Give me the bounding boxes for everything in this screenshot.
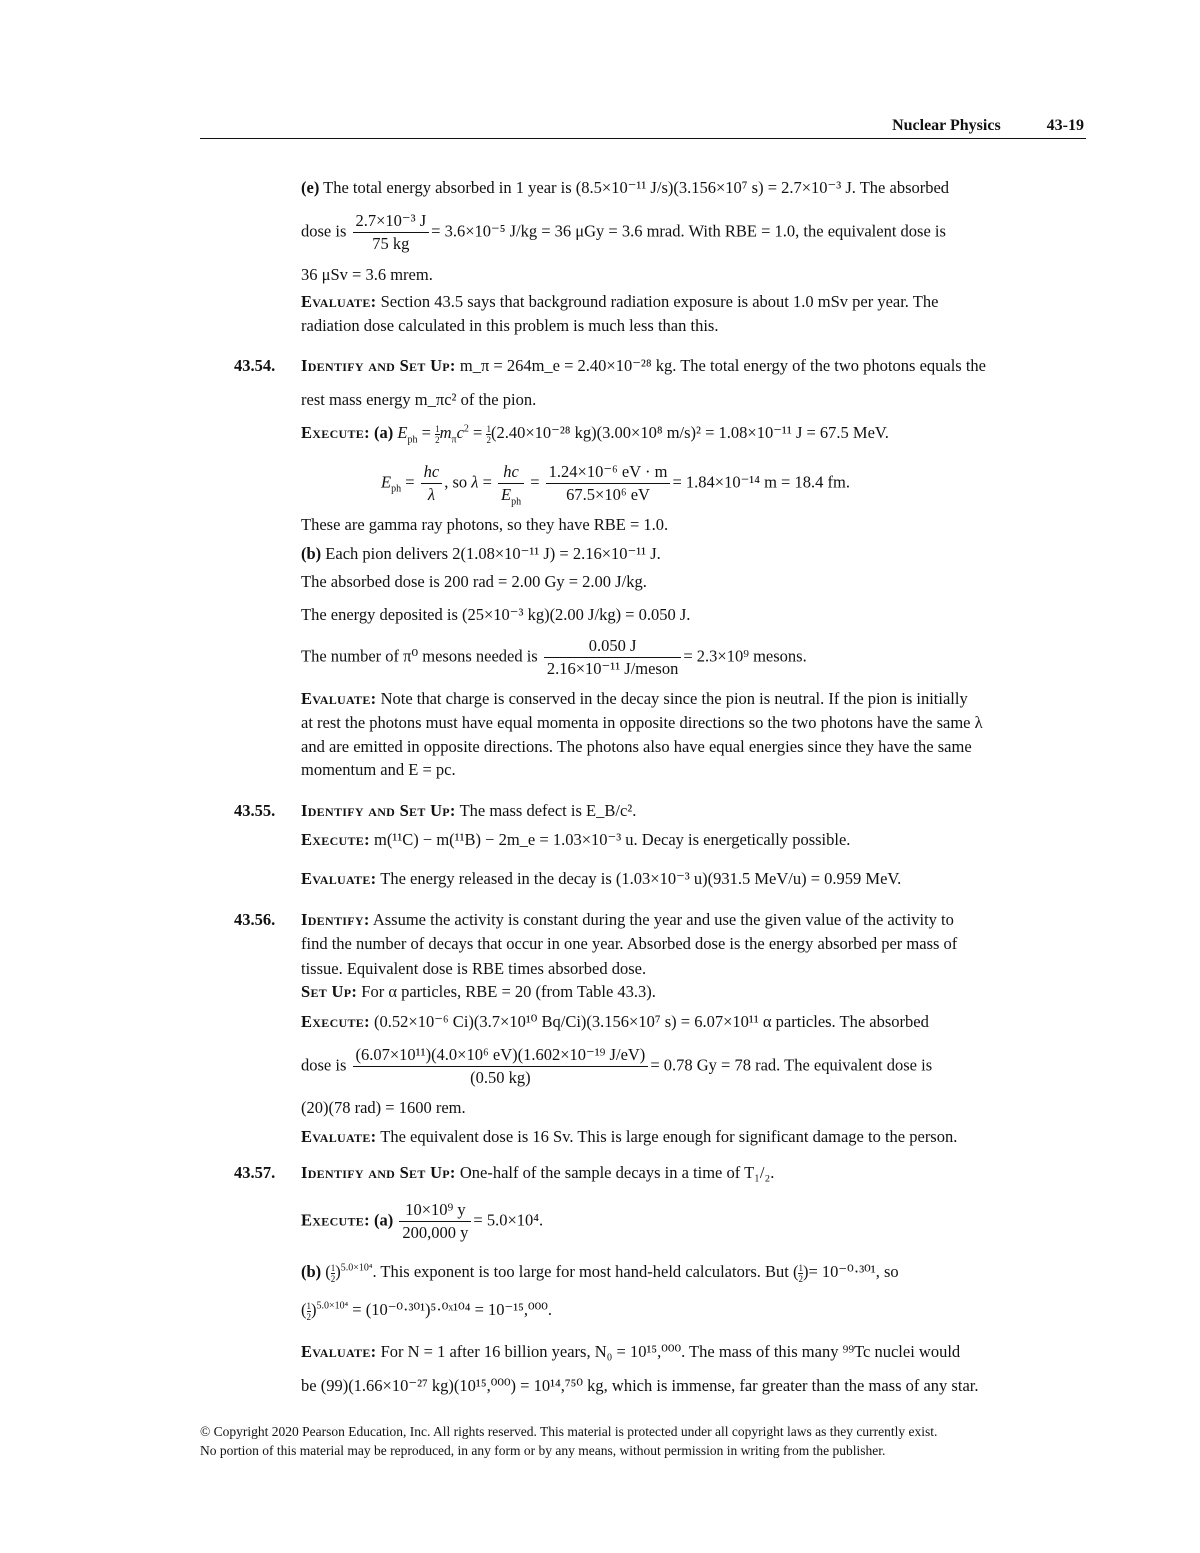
- copyright-line-1: © Copyright 2020 Pearson Education, Inc. All rights reserved. This material is protected under all copyright laws as they currently exist.: [200, 1424, 938, 1439]
- p56-identify-3: tissue. Equivalent dose is RBE times absorbed dose.: [301, 959, 647, 978]
- p54-evaluate-3: and are emitted in opposite directions. The photons also have equal energies since they have the same: [301, 737, 972, 756]
- p56-setup: Set Up: For α particles, RBE = 20 (from Table 43.3).: [301, 982, 656, 1001]
- page-number: 43-19: [1046, 117, 1084, 134]
- p54-evaluate: Evaluate: Note that charge is conserved in the decay since the pion is neutral. If the pion is initially: [301, 689, 968, 708]
- problem-number-55: 43.55.: [234, 801, 276, 820]
- p54-execute-a: Execute: (a) $E_{ph}$ = $\frac{1}{2}$ $m_\pi c^2$ = $\frac{1}{2}$ (2.40×10⁻²⁸ kg)(3.00×10⁸ m/s)² = 1.08×10⁻¹¹ J = 67.5 MeV.: [301, 423, 889, 446]
- p54-wavelength: $E_{ph}$ = $\frac{hc}{\lambda}$ , so λ = $\frac{hc}{E_{ph}}$ = $\frac{\text{1.24×10⁻⁶ eV · m}}{\text{67.5×10⁶ eV}}$ = 1.84×10⁻¹⁴ m = 18.4 fm.: [381, 462, 850, 508]
- p54-setup: Identify and Set Up: m_π = 264m_e = 2.40×10⁻²⁸ kg. The total energy of the two photons equals the: [301, 356, 986, 375]
- p56-identify: Identify: Assume the activity is constant during the year and use the given value of the activity to: [301, 910, 954, 929]
- prev-e-line: (e) The total energy absorbed in 1 year is (8.5×10⁻¹¹ J/s)(3.156×10⁷ s) = 2.7×10⁻³ J. The absorbed: [301, 178, 950, 197]
- p57-evaluate: Evaluate: For N = 1 after 16 billion years, N₀ = 10¹⁵,⁰⁰⁰. The mass of this many ⁹⁹Tc nuclei would: [301, 1342, 961, 1361]
- p56-rem: (20)(78 rad) = 1600 rem.: [301, 1098, 466, 1117]
- p56-evaluate: Evaluate: The equivalent dose is 16 Sv. This is large enough for significant damage to the person.: [301, 1127, 958, 1146]
- p57-evaluate-2: be (99)(1.66×10⁻²⁷ kg)(10¹⁵,⁰⁰⁰) = 10¹⁴,⁷⁵⁰ kg, which is immense, far greater than the mass of any star.: [301, 1376, 979, 1395]
- problem-number-54: 43.54.: [234, 356, 276, 375]
- header-rule: [200, 138, 1086, 139]
- p54-b4: The number of π⁰ mesons needed is $\frac{0.050 J}{\text{2.16×10⁻¹¹ J/meson}}$ = 2.3×10⁹ mesons.: [301, 636, 807, 678]
- p54-b1: (b) Each pion delivers 2(1.08×10⁻¹¹ J) = 2.16×10⁻¹¹ J.: [301, 544, 661, 563]
- p54-gamma: These are gamma ray photons, so they have RBE = 1.0.: [301, 515, 669, 534]
- header-title: Nuclear Physics: [892, 117, 1001, 134]
- p54-evaluate-4: momentum and E = pc.: [301, 760, 456, 779]
- problem-number-56: 43.56.: [234, 910, 276, 929]
- p56-dose: dose is $\frac{\text{(6.07×10¹¹)(4.0×10⁶ eV)(1.602×10⁻¹⁹ J/eV)}}{(0.50 kg)}$ = 0.78 Gy = 78 rad. The equivalent dose is: [301, 1045, 933, 1087]
- p56-execute: Execute: (0.52×10⁻⁶ Ci)(3.7×10¹⁰ Bq/Ci)(3.156×10⁷ s) = 6.07×10¹¹ α particles. The absorbed: [301, 1012, 929, 1031]
- prev-evaluate: Evaluate: Section 43.5 says that background radiation exposure is about 1.0 mSv per year. The: [301, 292, 939, 311]
- p57-c: ( $\frac{1}{2}$ )$^{5.0\times 10^4}$ = (10⁻⁰·³⁰¹)⁵·⁰ˣ¹⁰⁴ = 10⁻¹⁵,⁰⁰⁰.: [301, 1300, 553, 1322]
- problem-number-57: 43.57.: [234, 1163, 276, 1182]
- prev-evaluate-2: radiation dose calculated in this problem is much less than this.: [301, 316, 719, 335]
- p54-b2: The absorbed dose is 200 rad = 2.00 Gy = 2.00 J/kg.: [301, 572, 647, 591]
- dose-fraction: $\frac{\text{2.7×10⁻³ J}}{75 kg}$: [353, 211, 430, 254]
- p57-execute: Execute: (a) $\frac{\text{10×10⁹ y}}{200,000 y}$ = 5.0×10⁴.: [301, 1200, 544, 1242]
- copyright-line-2: No portion of this material may be reproduced, in any form or by any means, without permission in writing from the publisher.: [200, 1443, 886, 1458]
- prev-equiv-line: 36 μSv = 3.6 mrem.: [301, 265, 433, 284]
- p56-identify-2: find the number of decays that occur in one year. Absorbed dose is the energy absorbed per mass of: [301, 934, 958, 953]
- p57-b: (b) ( $\frac{1}{2}$ )$^{5.0\times 10^4}$. This exponent is too large for most hand-held calculators. But ( $\frac{1}{2}$ )= 10⁻⁰·³⁰¹, so: [301, 1262, 899, 1284]
- running-header: [892, 117, 1084, 135]
- p54-evaluate-2: at rest the photons must have equal momenta in opposite directions so the two photons have the same λ: [301, 713, 983, 732]
- p54-setup-2: rest mass energy m_πc² of the pion.: [301, 390, 537, 409]
- p55-setup: Identify and Set Up: The mass defect is E_B/c².: [301, 801, 637, 820]
- p54-b3: The energy deposited is (25×10⁻³ kg)(2.00 J/kg) = 0.050 J.: [301, 605, 691, 624]
- p57-setup: Identify and Set Up: One-half of the sample decays in a time of T₁/₂.: [301, 1163, 775, 1182]
- copyright-footer: [200, 1422, 937, 1460]
- p55-execute: Execute: m(¹¹C) − m(¹¹B) − 2m_e = 1.03×10⁻³ u. Decay is energetically possible.: [301, 830, 851, 849]
- p55-evaluate: Evaluate: The energy released in the decay is (1.03×10⁻³ u)(931.5 MeV/u) = 0.959 MeV.: [301, 869, 902, 888]
- prev-dose-line: dose is $\frac{\text{2.7×10⁻³ J}}{75 kg}$ = 3.6×10⁻⁵ J/kg = 36 μGy = 3.6 mrad. With RBE = 1.0, the equivalent dose is: [301, 211, 946, 253]
